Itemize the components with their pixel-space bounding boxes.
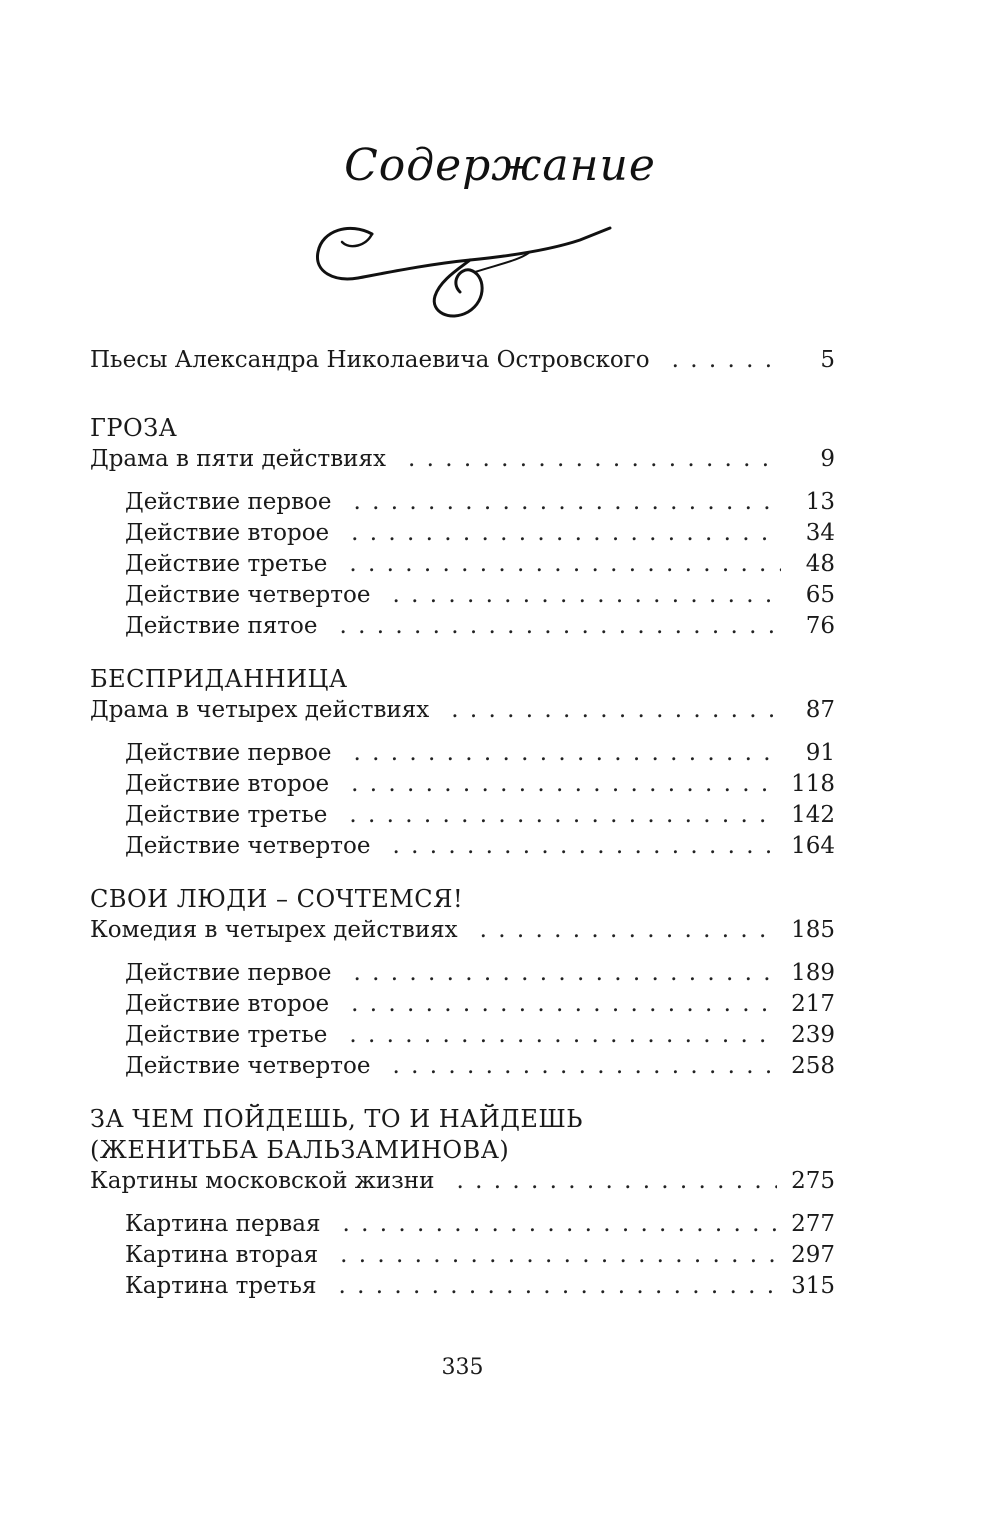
table-of-contents [90, 345, 835, 1302]
dot-leader [342, 1209, 777, 1240]
dot-leader [354, 487, 781, 518]
toc-page-number: 9 [820, 446, 835, 472]
toc-entry-label: Действие пятое [125, 613, 318, 639]
toc-page-number: 13 [805, 489, 835, 515]
section-heading-continued: (ЖЕНИТЬБА БАЛЬЗАМИНОВА) [90, 1136, 510, 1164]
toc-entry-label: Драма в пяти действиях [90, 446, 386, 472]
toc-entry-label: Действие четвертое [125, 1053, 371, 1079]
toc-entry[interactable] [90, 958, 835, 989]
dot-leader [392, 1051, 777, 1082]
dot-leader [480, 915, 777, 946]
section-heading: БЕСПРИДАННИЦА [90, 665, 348, 693]
toc-page-number: 258 [791, 1053, 835, 1079]
section-heading: ГРОЗА [90, 414, 178, 442]
toc-page-number: 142 [791, 802, 835, 828]
section-heading: СВОИ ЛЮДИ – СОЧТЕМСЯ! [90, 885, 464, 913]
dot-leader [672, 345, 781, 376]
toc-entry-label: Действие четвертое [125, 582, 371, 608]
toc-entry-label: Картина вторая [125, 1242, 319, 1268]
toc-entry-label: Действие первое [125, 960, 332, 986]
toc-entry[interactable] [90, 580, 835, 611]
dot-leader [408, 444, 781, 475]
toc-page-number: 164 [791, 833, 835, 859]
toc-entry[interactable] [90, 1240, 835, 1271]
dot-leader [354, 738, 781, 769]
toc-entry-label: Действие второе [125, 520, 330, 546]
dot-leader [340, 1240, 777, 1271]
toc-entry-label: Действие второе [125, 771, 330, 797]
toc-entry-label: Комедия в четырех действиях [90, 917, 458, 943]
toc-entry-label: Действие третье [125, 1022, 328, 1048]
toc-entry[interactable] [90, 738, 835, 769]
toc-entry[interactable] [90, 1020, 835, 1051]
toc-page-number: 315 [791, 1273, 835, 1299]
dot-leader [349, 1020, 777, 1051]
toc-entry-label: Действие второе [125, 991, 330, 1017]
toc-section-subtitle[interactable] [90, 1166, 835, 1197]
toc-entry[interactable] [90, 611, 835, 642]
toc-entry[interactable] [90, 1209, 835, 1240]
toc-entry[interactable] [90, 1051, 835, 1082]
toc-entry[interactable] [90, 487, 835, 518]
page-number: 335 [441, 1355, 484, 1380]
toc-entry-intro[interactable] [90, 345, 835, 376]
toc-page-number: 87 [805, 697, 835, 723]
toc-entry-label: Пьесы Александра Николаевича Островского [90, 347, 650, 373]
toc-page-number: 277 [791, 1211, 835, 1237]
dot-leader [451, 695, 781, 726]
toc-entry-label: Действие первое [125, 740, 332, 766]
toc-entry[interactable] [90, 831, 835, 862]
dot-leader [349, 800, 777, 831]
toc-entry-label: Действие третье [125, 551, 328, 577]
toc-page-number: 297 [791, 1242, 835, 1268]
toc-entry-label: Действие четвертое [125, 833, 371, 859]
dot-leader [456, 1166, 777, 1197]
toc-page-number: 65 [805, 582, 835, 608]
toc-section-subtitle[interactable] [90, 444, 835, 475]
toc-page-number: 34 [805, 520, 835, 546]
toc-page-number: 5 [820, 347, 835, 373]
toc-entry[interactable] [90, 549, 835, 580]
toc-page-number: 239 [791, 1022, 835, 1048]
dot-leader [338, 1271, 777, 1302]
toc-entry[interactable] [90, 518, 835, 549]
toc-page-number: 189 [791, 960, 835, 986]
toc-section-subtitle[interactable] [90, 915, 835, 946]
dot-leader [351, 769, 777, 800]
toc-page-number: 91 [805, 740, 835, 766]
section-heading: ЗА ЧЕМ ПОЙДЕШЬ, ТО И НАЙДЕШЬ [90, 1105, 583, 1133]
dot-leader [351, 518, 781, 549]
toc-page-number: 217 [791, 991, 835, 1017]
toc-entry-label: Картины московской жизни [90, 1168, 435, 1194]
flourish-ornament-icon [310, 212, 620, 327]
toc-section-subtitle[interactable] [90, 695, 835, 726]
toc-entry-label: Картина третья [125, 1273, 317, 1299]
toc-entry[interactable] [90, 800, 835, 831]
toc-page-number: 118 [791, 771, 835, 797]
dot-leader [392, 831, 777, 862]
toc-entry-label: Действие третье [125, 802, 328, 828]
dot-leader [354, 958, 778, 989]
toc-page-number: 76 [805, 613, 835, 639]
toc-page-number: 275 [791, 1168, 835, 1194]
dot-leader [349, 549, 781, 580]
toc-entry-label: Драма в четырех действиях [90, 697, 430, 723]
dot-leader [351, 989, 777, 1020]
toc-entry-label: Действие первое [125, 489, 332, 515]
page-title: Содержание [344, 140, 656, 191]
toc-entry[interactable] [90, 1271, 835, 1302]
toc-page-number: 48 [805, 551, 835, 577]
toc-entry[interactable] [90, 769, 835, 800]
toc-page-number: 185 [791, 917, 835, 943]
dot-leader [392, 580, 781, 611]
toc-entry-label: Картина первая [125, 1211, 321, 1237]
dot-leader [339, 611, 781, 642]
toc-entry[interactable] [90, 989, 835, 1020]
